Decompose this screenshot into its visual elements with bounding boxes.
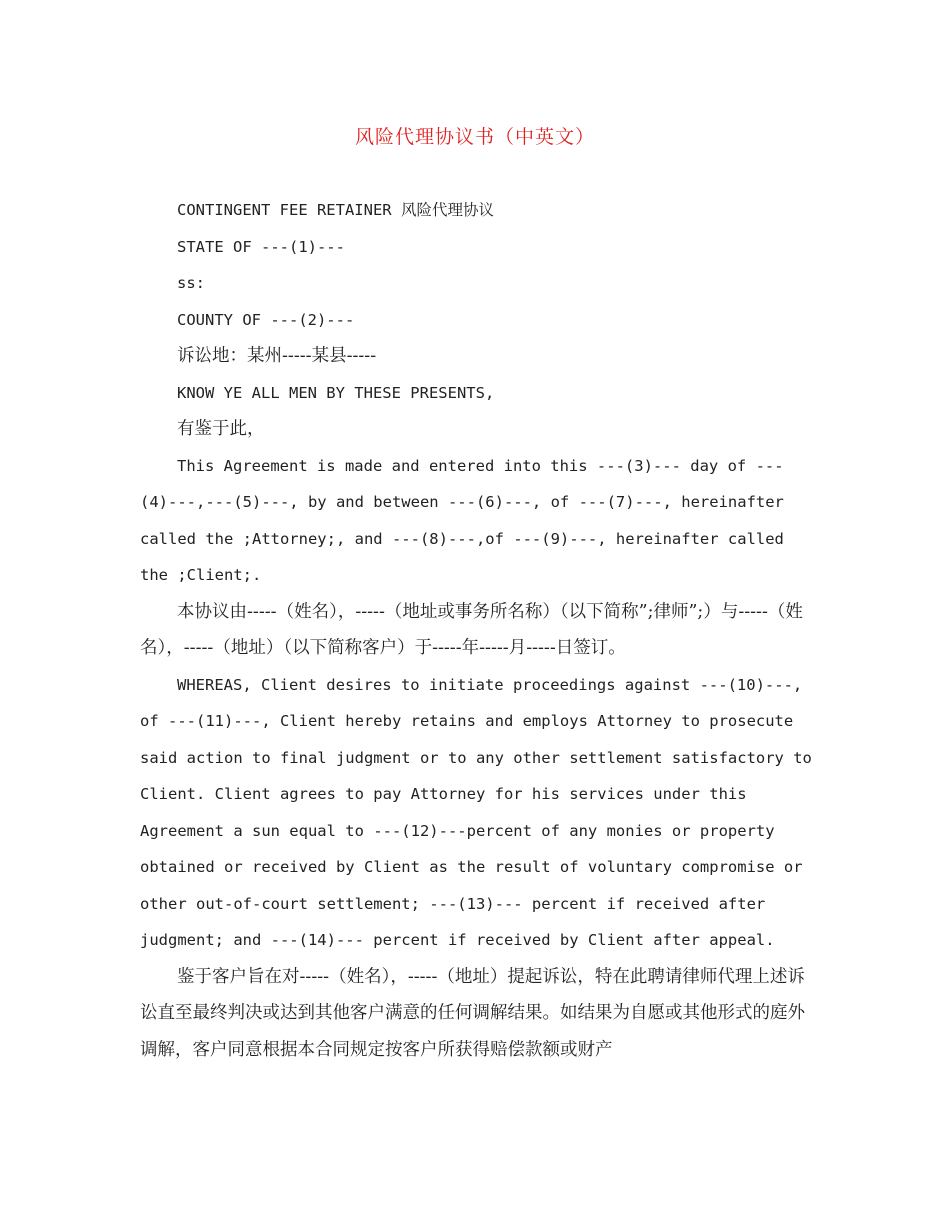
venue-line-cn: 诉讼地：某州-----某县----- [177,346,377,366]
whereas-paragraph-cn: 鉴于客户旨在对-----（姓名），-----（地址）提起诉讼，特在此聘请律师代理上述诉讼直至最终判决或达到其他客户满意的任何调解结果。如结果为自愿或其他形式的庭外调解，客户同意根据本合同规定按客户所获得赔偿款额或财产 [140,966,805,1060]
ss-line: ss: [177,274,205,292]
document-title: 风险代理协议书（中英文） [354,126,595,148]
state-line: STATE OF ---(1)--- [177,237,345,256]
document-body [140,192,820,1068]
whereas-intro-cn: 有鉴于此， [177,419,265,439]
whereas-paragraph-en: WHEREAS, Client desires to initiate proceedings against ---(10)---, of ---(11)---, Client hereby retains and employs Attorney to prosecute said action to final judgment or to any other settlement satisfactory to Client. Client agrees to pay Attorney for his services under this Agreement a sun equal to ---(12)---percent of any monies or property obtained or received by Client as the result of voluntary compromise or other out-of-court settlement; ---(13)--- percent if received after judgment; and ---(14)--- percent if received by Client after appeal. [140,675,812,949]
heading-contingent-fee: CONTINGENT FEE RETAINER 风险代理协议 [177,201,494,219]
know-ye-line: KNOW YE ALL MEN BY THESE PRESENTS, [177,383,495,402]
county-line: COUNTY OF ---(2)--- [177,310,355,329]
agreement-paragraph-cn: 本协议由-----（姓名），-----（地址或事务所名称）（以下简称”;律师”;）与-----（姓名），-----（地址）（以下简称客户）于-----年-----月-----日签订。 [140,601,803,658]
agreement-paragraph-en: This Agreement is made and entered into this ---(3)--- day of ---(4)---,---(5)---, by and between ---(6)---, of ---(7)---, hereinafter called the ;Attorney;, and ---(8)---,of ---(9)---, hereinafter called the ;Client;. [140,456,784,584]
